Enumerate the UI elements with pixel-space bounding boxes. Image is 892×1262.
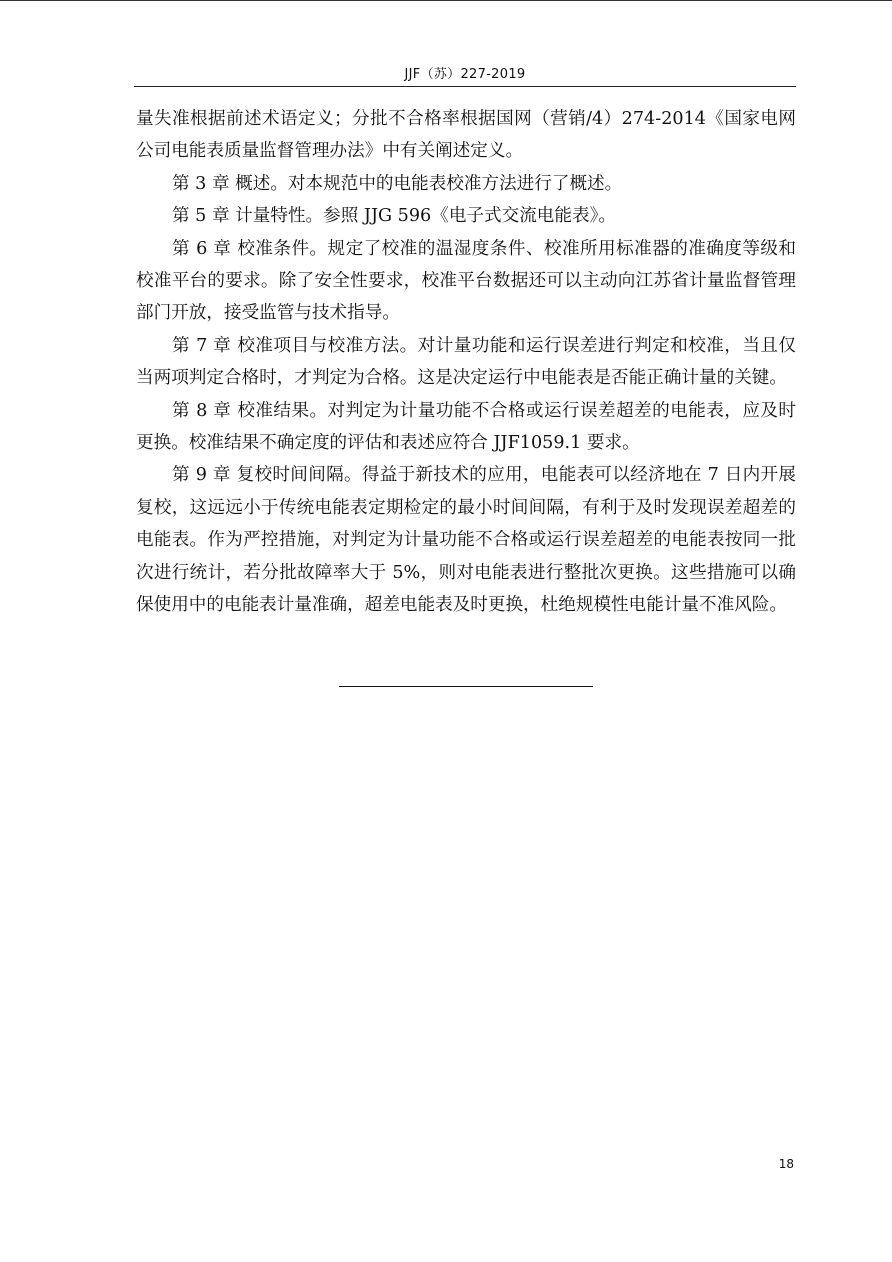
paragraph-chapter-9: 第 9 章 复校时间间隔。得益于新技术的应用，电能表可以经济地在 7 日内开展复校，这远远小于传统电能表定期检定的最小时间间隔，有利于及时发现误差超差的电能表。作为严控措施，对判定为计量功能不合格或运行误差超差的电能表按同一批次进行统计，若分批故障率大于 5%，则对电能表进行整批次更换。这些措施可以确保使用中的电能表计量准确，超差电能表及时更换，杜绝规模性电能计量不准风险。 [136,465,796,616]
end-of-text-rule [339,686,593,687]
paragraph-chapter-3: 第 3 章 概述。对本规范中的电能表校准方法进行了概述。 [172,173,623,194]
document-header-code: JJF（苏）227-2019 [404,67,526,82]
paragraph-chapter-8: 第 8 章 校准结果。对判定为计量功能不合格或运行误差超差的电能表，应及时更换。校准结果不确定度的评估和表述应符合 JJF1059.1 要求。 [136,400,796,454]
header-rule [134,86,796,87]
paragraph-chapter-7: 第 7 章 校准项目与校准方法。对计量功能和运行误差进行判定和校准，当且仅当两项判定合格时，才判定为合格。这是决定运行中电能表是否能正确计量的关键。 [136,335,796,389]
page-top-border [0,0,892,1]
paragraph-chapter-5: 第 5 章 计量特性。参照 JJG 596《电子式交流电能表》。 [172,206,616,227]
paragraph-chapter-6: 第 6 章 校准条件。规定了校准的温湿度条件、校准所用标准器的准确度等级和校准平台的要求。除了安全性要求，校准平台数据还可以主动向江苏省计量监督管理部门开放，接受监管与技术指导。 [136,238,796,324]
paragraph-continuation: 量失准根据前述术语定义；分批不合格率根据国网（营销/4）274-2014《国家电网公司电能表质量监督管理办法》中有关阐述定义。 [136,109,796,162]
page-number: 18 [778,1157,794,1171]
document-body [136,103,796,622]
